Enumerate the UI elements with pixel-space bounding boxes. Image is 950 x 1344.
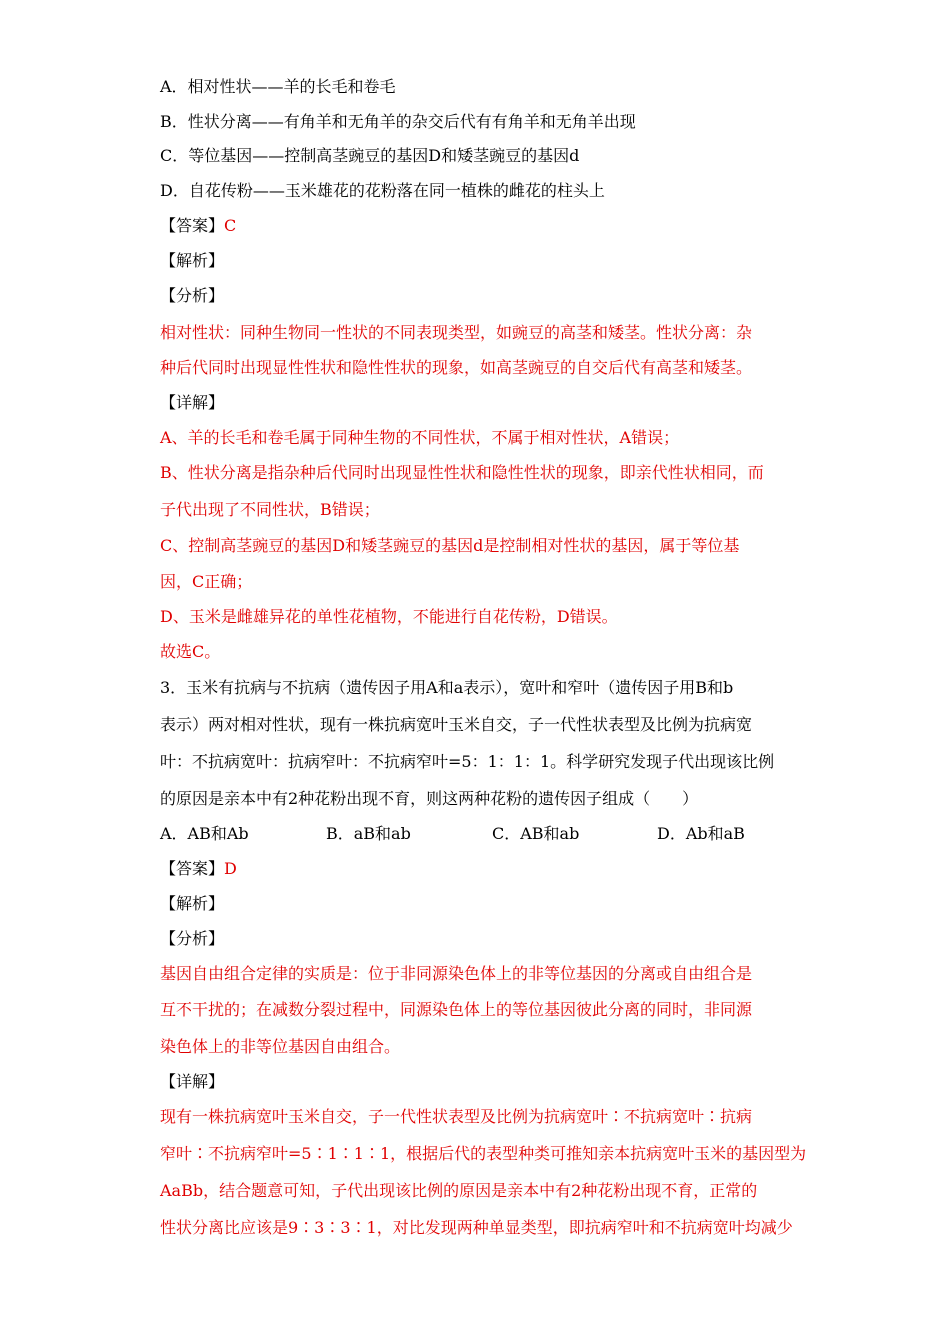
- fenxi-label: 【分析】: [160, 286, 225, 305]
- option-b: B．性状分离——有角羊和无角羊的杂交后代有有角羊和无角羊出现: [160, 112, 636, 131]
- q3-answer-line: [160, 858, 237, 880]
- xiangjie-label: 【详解】: [160, 393, 225, 412]
- q3-analysis-line: 染色体上的非等位基因自由组合。: [160, 1037, 401, 1056]
- question-stem: 表示）两对相对性状，现有一株抗病宽叶玉米自交，子一代性状表型及比例为抗病宽: [160, 715, 753, 734]
- q3-detail-line: 窄叶∶不抗病窄叶=5∶1∶1∶1，根据后代的表型种类可推知亲本抗病宽叶玉米的基因型为: [160, 1144, 807, 1163]
- q3-jiexi-label: 【解析】: [160, 894, 225, 913]
- q3-analysis-line: 互不干扰的；在减数分裂过程中，同源染色体上的等位基因彼此分离的同时，非同源: [160, 1000, 753, 1019]
- q3-xiangjie-label: 【详解】: [160, 1072, 225, 1091]
- detail-line: A、羊的长毛和卷毛属于同种生物的不同性状，不属于相对性状，A错误；: [160, 428, 680, 447]
- q3-option-d: D．Ab和aB: [657, 824, 745, 843]
- q3-option-b: B．aB和ab: [326, 824, 411, 843]
- option-d: D．自花传粉——玉米雄花的花粉落在同一植株的雌花的柱头上: [160, 181, 605, 200]
- answer-value: C: [224, 216, 237, 235]
- detail-line: B、性状分离是指杂种后代同时出现显性性状和隐性性状的现象，即亲代性状相同，而: [160, 463, 764, 482]
- detail-line: 子代出现了不同性状，B错误；: [160, 500, 380, 519]
- q3-answer-label: 【答案】: [160, 859, 225, 878]
- q3-option-a: A．AB和Ab: [160, 824, 249, 843]
- detail-line: 因，C正确；: [160, 572, 253, 591]
- q3-detail-line: 现有一株抗病宽叶玉米自交，子一代性状表型及比例为抗病宽叶∶不抗病宽叶∶抗病: [160, 1107, 753, 1126]
- option-a: A．相对性状——羊的长毛和卷毛: [160, 77, 396, 96]
- detail-line: D、玉米是雌雄异花的单性花植物，不能进行自花传粉，D错误。: [160, 607, 618, 626]
- answer-line: [160, 215, 236, 237]
- question-stem: 3．玉米有抗病与不抗病（遗传因子用A和a表示），宽叶和窄叶（遗传因子用B和b: [160, 678, 734, 697]
- question-stem: 叶：不抗病宽叶：抗病窄叶：不抗病窄叶=5：1：1：1。科学研究发现子代出现该比例: [160, 752, 775, 771]
- q3-option-c: C．AB和ab: [492, 824, 580, 843]
- detail-line: 故选C。: [160, 642, 221, 661]
- jiexi-label: 【解析】: [160, 251, 225, 270]
- analysis-line: 相对性状：同种生物同一性状的不同表现类型，如豌豆的高茎和矮茎。性状分离：杂: [160, 323, 753, 342]
- q3-detail-line: AaBb，结合题意可知，子代出现该比例的原因是亲本中有2种花粉出现不育，正常的: [160, 1181, 758, 1200]
- option-c: C．等位基因——控制高茎豌豆的基因D和矮茎豌豆的基因d: [160, 146, 580, 165]
- q3-analysis-line: 基因自由组合定律的实质是：位于非同源染色体上的非等位基因的分离或自由组合是: [160, 964, 753, 983]
- question-stem: 的原因是亲本中有2种花粉出现不育，则这两种花粉的遗传因子组成（ ）: [160, 789, 699, 808]
- q3-fenxi-label: 【分析】: [160, 929, 225, 948]
- answer-label: 【答案】: [160, 216, 225, 235]
- analysis-line: 种后代同时出现显性性状和隐性性状的现象，如高茎豌豆的自交后代有高茎和矮茎。: [160, 358, 753, 377]
- detail-line: C、控制高茎豌豆的基因D和矮茎豌豆的基因d是控制相对性状的基因，属于等位基: [160, 536, 740, 555]
- q3-answer-value: D: [224, 859, 237, 878]
- q3-detail-line: 性状分离比应该是9∶3∶3∶1，对比发现两种单显类型，即抗病窄叶和不抗病宽叶均减少: [160, 1218, 793, 1237]
